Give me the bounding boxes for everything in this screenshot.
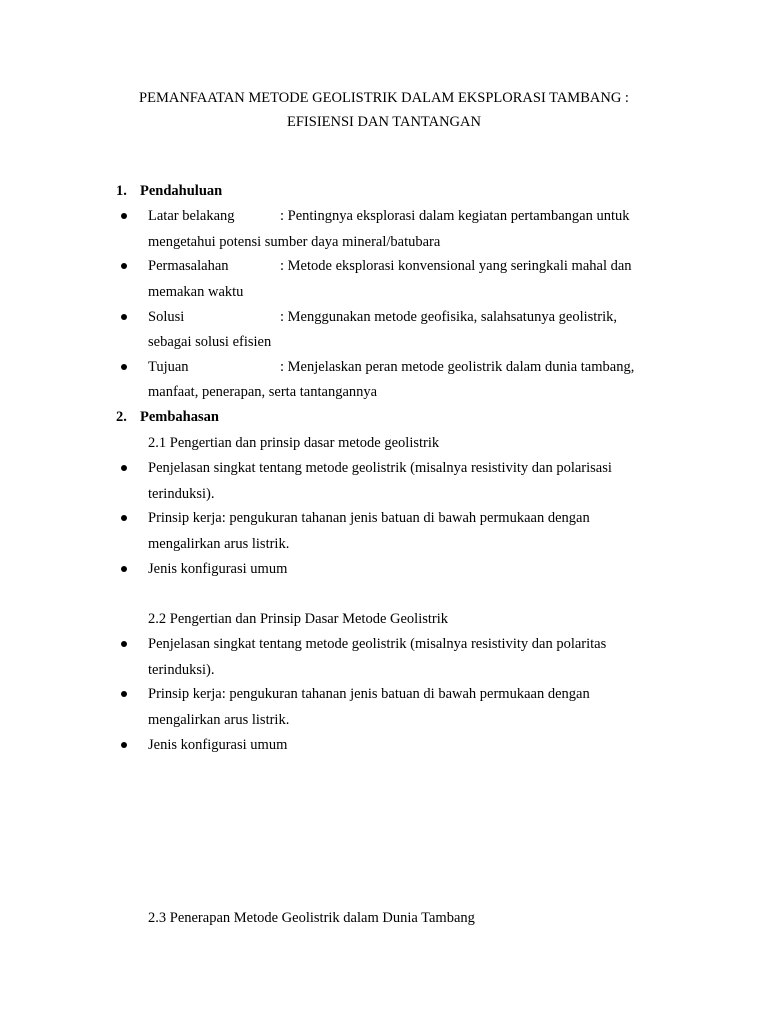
bullet-icon bbox=[121, 263, 127, 269]
section2-number: 2. bbox=[116, 409, 127, 425]
document-title-line2: EFISIENSI DAN TANTANGAN bbox=[287, 114, 481, 130]
item-text-solusi: : Menggunakan metode geofisika, salahsatunya geolistrik, bbox=[280, 309, 618, 325]
item-text-latar-belakang-cont: mengetahui potensi sumber daya mineral/batubara bbox=[148, 234, 441, 250]
item-label-solusi: Solusi bbox=[148, 309, 185, 325]
item-text-permasalahan-cont: memakan waktu bbox=[148, 284, 244, 300]
document-title-line1: PEMANFAATAN METODE GEOLISTRIK DALAM EKSPLORASI TAMBANG : bbox=[139, 90, 629, 106]
bullet-icon bbox=[121, 515, 127, 521]
item-text-tujuan: : Menjelaskan peran metode geolistrik dalam dunia tambang, bbox=[280, 359, 635, 375]
sub2-bullet2-line2: mengalirkan arus listrik. bbox=[148, 712, 290, 728]
bullet-icon bbox=[121, 641, 127, 647]
bullet-icon bbox=[121, 566, 127, 572]
item-text-latar-belakang: : Pentingnya eksplorasi dalam kegiatan pertambangan untuk bbox=[280, 208, 630, 224]
subsection-2-3-heading: 2.3 Penerapan Metode Geolistrik dalam Dunia Tambang bbox=[148, 910, 475, 926]
sub2-bullet3: Jenis konfigurasi umum bbox=[148, 737, 288, 753]
bullet-icon bbox=[121, 213, 127, 219]
bullet-icon bbox=[121, 465, 127, 471]
item-label-permasalahan: Permasalahan bbox=[148, 258, 229, 274]
section1-number: 1. bbox=[116, 183, 127, 199]
subsection-2-2-heading: 2.2 Pengertian dan Prinsip Dasar Metode Geolistrik bbox=[148, 611, 449, 627]
bullet-icon bbox=[121, 314, 127, 320]
item-text-solusi-cont: sebagai solusi efisien bbox=[148, 334, 272, 350]
bullet-icon bbox=[121, 364, 127, 370]
bullet-icon bbox=[121, 742, 127, 748]
section2-heading: Pembahasan bbox=[140, 409, 219, 425]
item-text-permasalahan: : Metode eksplorasi konvensional yang seringkali mahal dan bbox=[280, 258, 632, 274]
subsection-2-1-heading: 2.1 Pengertian dan prinsip dasar metode geolistrik bbox=[148, 435, 440, 451]
sub1-bullet3: Jenis konfigurasi umum bbox=[148, 561, 288, 577]
item-text-tujuan-cont: manfaat, penerapan, serta tantangannya bbox=[148, 384, 378, 400]
sub1-bullet2-line2: mengalirkan arus listrik. bbox=[148, 536, 290, 552]
bullet-icon bbox=[121, 691, 127, 697]
sub2-bullet1-line2: terinduksi). bbox=[148, 662, 215, 678]
item-label-latar-belakang: Latar belakang bbox=[148, 208, 235, 224]
sub1-bullet1-line2: terinduksi). bbox=[148, 486, 215, 502]
sub2-bullet2-line1: Prinsip kerja: pengukuran tahanan jenis batuan di bawah permukaan dengan bbox=[148, 686, 590, 702]
item-label-tujuan: Tujuan bbox=[148, 359, 189, 375]
sub1-bullet2-line1: Prinsip kerja: pengukuran tahanan jenis batuan di bawah permukaan dengan bbox=[148, 510, 590, 526]
sub2-bullet1-line1: Penjelasan singkat tentang metode geolistrik (misalnya resistivity dan polaritas bbox=[148, 636, 607, 652]
section1-heading: Pendahuluan bbox=[140, 183, 223, 199]
sub1-bullet1-line1: Penjelasan singkat tentang metode geolistrik (misalnya resistivity dan polarisasi bbox=[148, 460, 612, 476]
